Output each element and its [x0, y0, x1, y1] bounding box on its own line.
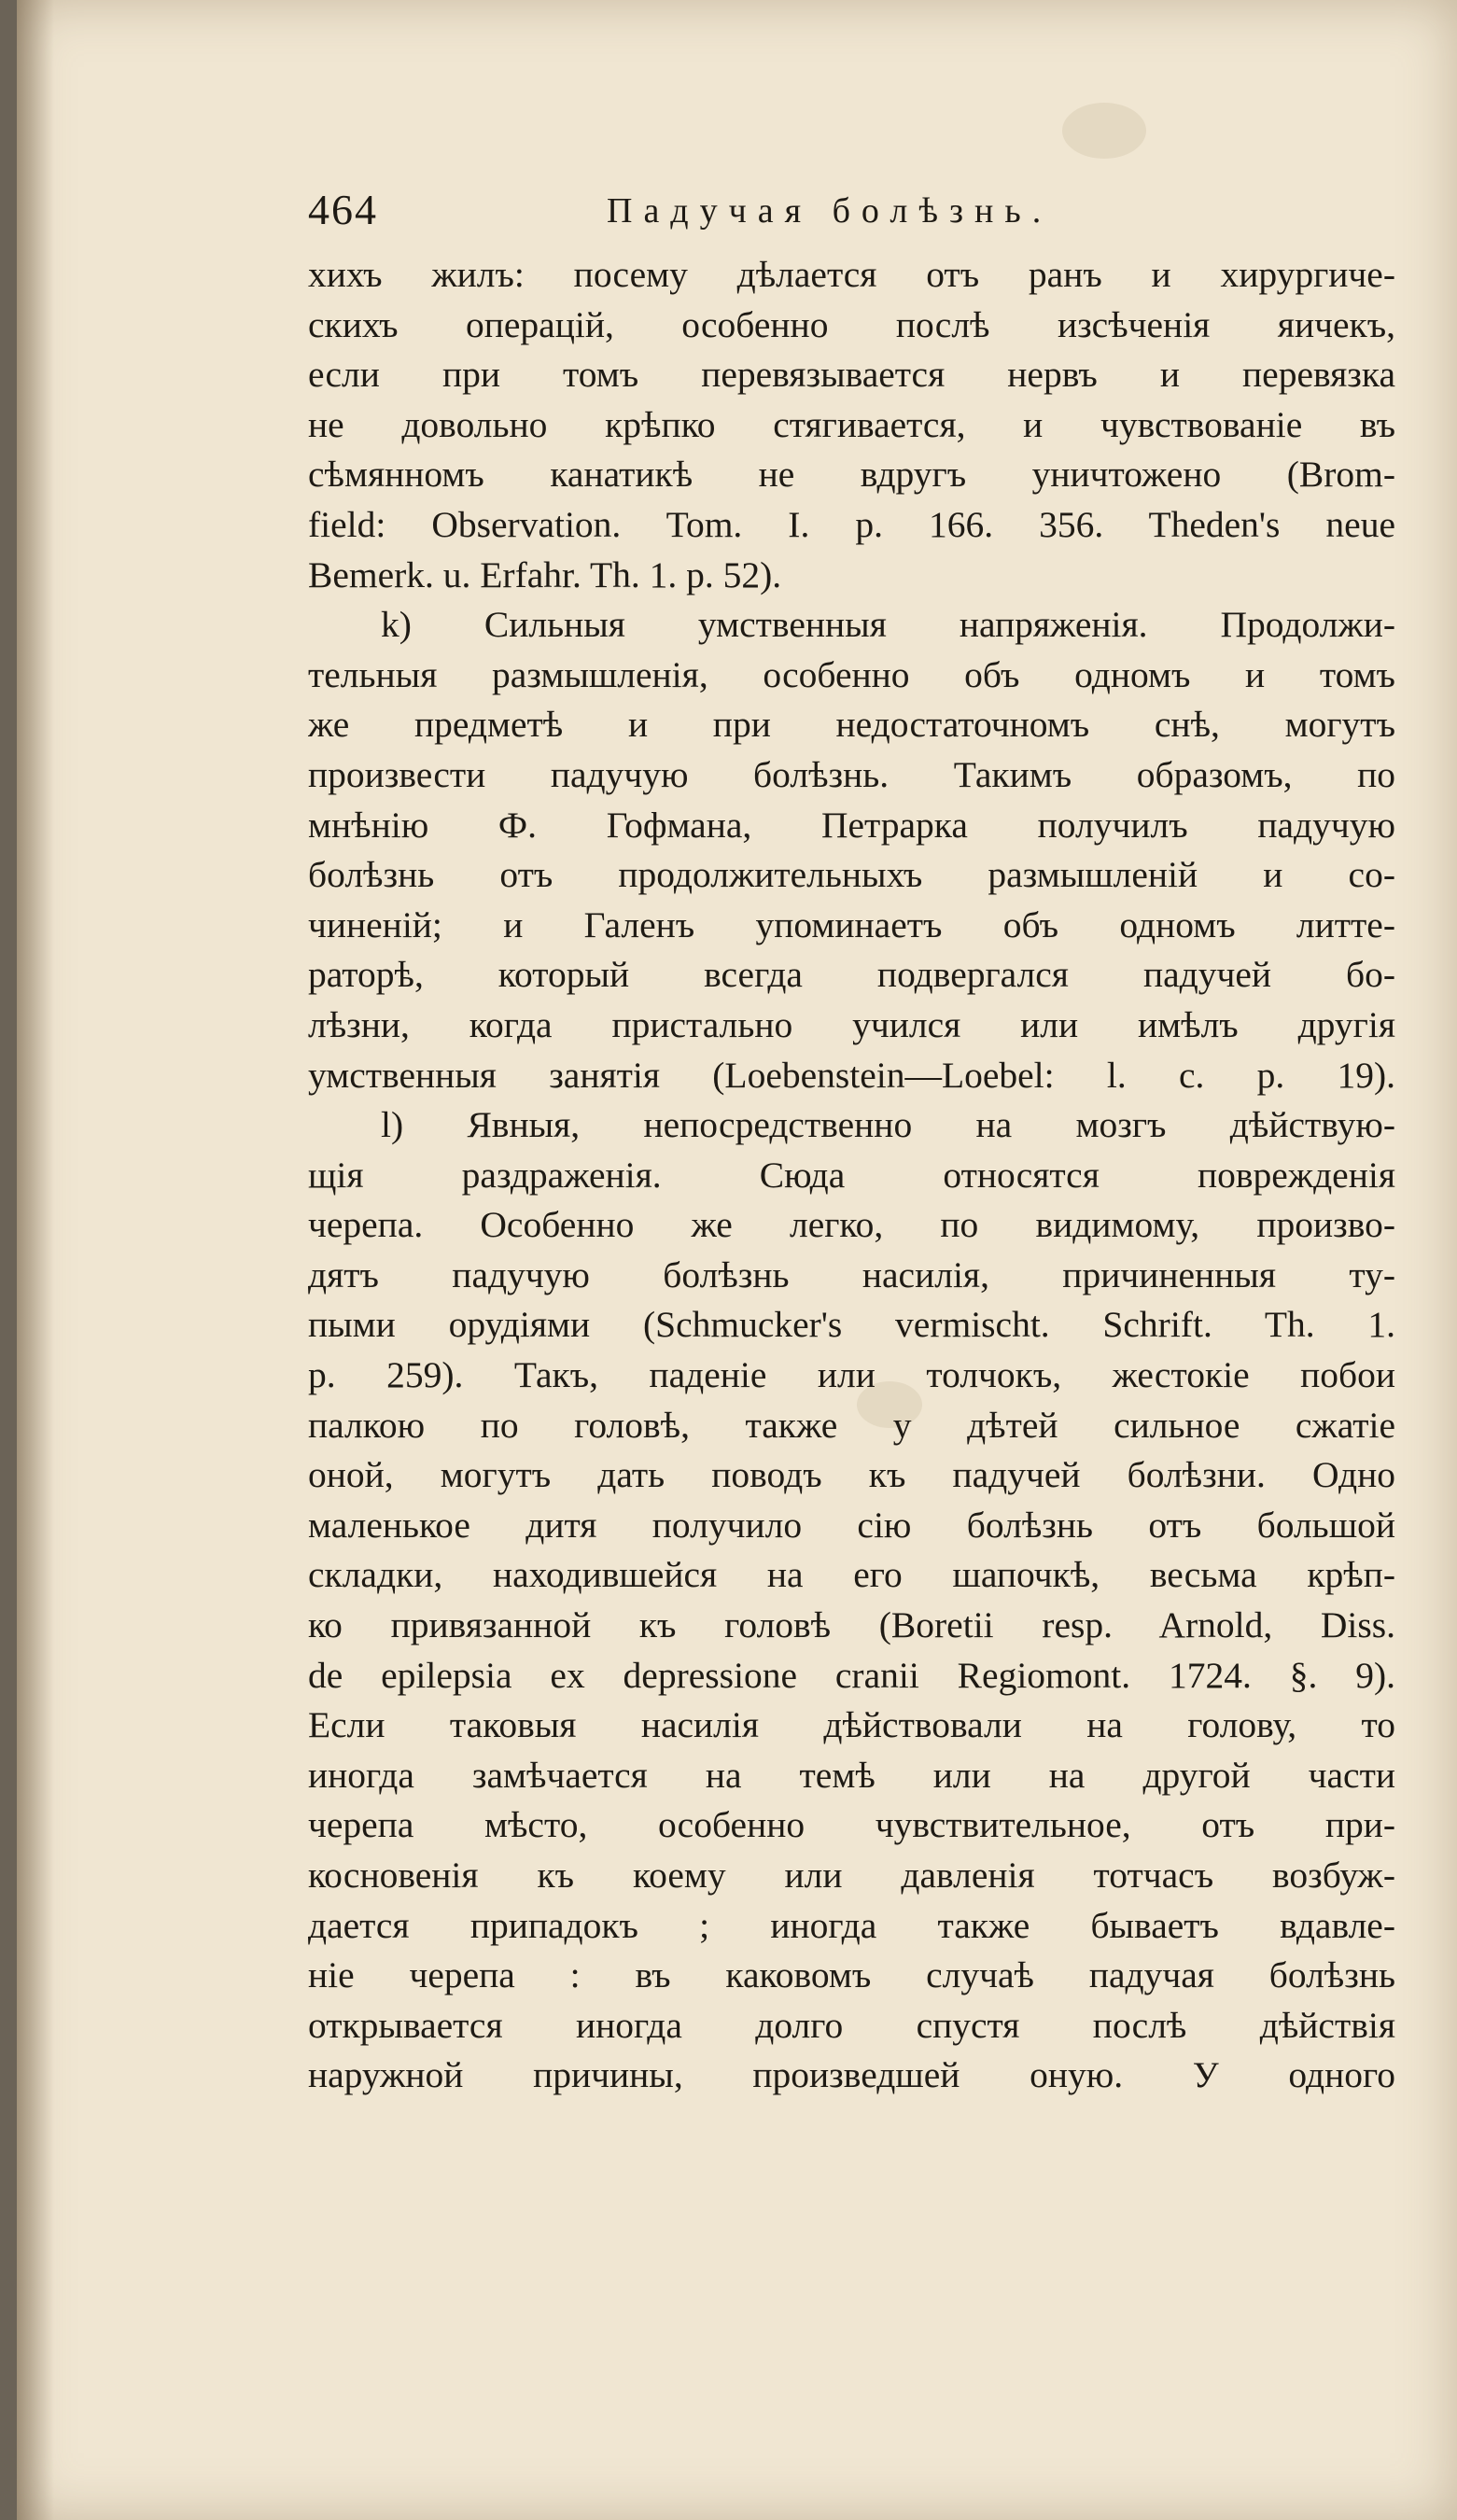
- text-line: же предметѣ и при недостаточномъ снѣ, могутъ: [308, 704, 1395, 746]
- body-text: [308, 250, 1395, 2101]
- text-line: умственныя занятія (Loebenstein—Loebel: l. c. p. 19).: [308, 1054, 1395, 1096]
- text-line: лѣзни, когда пристально учился или имѣлъ другія: [308, 1003, 1395, 1045]
- text-line: пыми орудіями (Schmucker's vermischt. Schrift. Th. 1.: [308, 1304, 1395, 1346]
- text-line: Если таковыя насилія дѣйствовали на голову, то: [308, 1704, 1395, 1746]
- text-line: l) Явныя, непосредственно на мозгъ дѣйствую-: [381, 1104, 1395, 1146]
- text-line: произвести падучую болѣзнь. Такимъ образомъ, по: [308, 753, 1395, 795]
- text-line: складки, находившейся на его шапочкѣ, весьма крѣп-: [308, 1554, 1395, 1596]
- text-line: наружной причины, произведшей оную. У одного: [308, 2054, 1395, 2096]
- text-line: черепа. Особенно же легко, по видимому, произво-: [308, 1204, 1395, 1246]
- text-line: de epilepsia ex depressione cranii Regiomont. 1724. §. 9).: [308, 1654, 1395, 1696]
- text-line: щія раздраженія. Сюда относятся поврежденія: [308, 1154, 1395, 1196]
- text-line: не довольно крѣпко стягивается, и чувствованіе въ: [308, 403, 1395, 445]
- paper-stain: [1062, 103, 1146, 159]
- text-line: хихъ жилъ: посему дѣлается отъ ранъ и хирургиче-: [308, 254, 1395, 295]
- book-page: [17, 0, 1457, 2520]
- text-line: скихъ операцій, особенно послѣ изсѣченія яичекъ,: [308, 303, 1395, 345]
- text-line: если при томъ перевязывается нервъ и перевязка: [308, 354, 1395, 396]
- text-line: маленькое дитя получило сію болѣзнь отъ большой: [308, 1504, 1395, 1546]
- text-line: сѣмянномъ канатикѣ не вдругъ уничтожено (Brom-: [308, 454, 1395, 496]
- text-line: дается припадокъ ; иногда также бываетъ вдавле-: [308, 1904, 1395, 1946]
- text-line: открывается иногда долго спустя послѣ дѣйствія: [308, 2004, 1395, 2046]
- text-line: field: Observation. Tom. I. p. 166. 356. Theden's neue: [308, 503, 1395, 545]
- text-line: Bemerk. u. Erfahr. Th. 1. p. 52).: [308, 553, 782, 595]
- page-header: [308, 182, 1092, 247]
- text-line: мнѣнію Ф. Гофмана, Петрарка получилъ падучую: [308, 804, 1395, 846]
- text-line: ніе черепа : въ каковомъ случаѣ падучая болѣзнь: [308, 1954, 1395, 1996]
- text-line: тельныя размышленія, особенно объ одномъ и томъ: [308, 653, 1395, 695]
- text-line: раторѣ, который всегда подвергался падучей бо-: [308, 954, 1395, 996]
- text-line: иногда замѣчается на темѣ или на другой части: [308, 1754, 1395, 1796]
- text-line: черепа мѣсто, особенно чувствительное, отъ при-: [308, 1804, 1395, 1846]
- text-line: ко привязанной къ головѣ (Boretii resp. Arnold, Diss.: [308, 1604, 1395, 1646]
- text-line: оной, могутъ дать поводъ къ падучей болѣзни. Одно: [308, 1454, 1395, 1496]
- text-line: p. 259). Такъ, паденіе или толчокъ, жестокіе побои: [308, 1354, 1395, 1396]
- text-line: чиненій; и Галенъ упоминаетъ объ одномъ литте-: [308, 903, 1395, 945]
- text-line: палкою по головѣ, также у дѣтей сильное сжатіе: [308, 1404, 1395, 1446]
- text-line: дятъ падучую болѣзнь насилія, причиненныя ту-: [308, 1253, 1395, 1295]
- running-title: Падучая болѣзнь.: [607, 191, 1053, 231]
- text-line: k) Сильныя умственныя напряженія. Продолжи-: [381, 604, 1395, 646]
- text-line: косновенія къ коему или давленія тотчасъ возбуж-: [308, 1855, 1395, 1896]
- text-line: болѣзнь отъ продолжительныхъ размышленій и со-: [308, 854, 1395, 896]
- page-number: 464: [308, 186, 378, 233]
